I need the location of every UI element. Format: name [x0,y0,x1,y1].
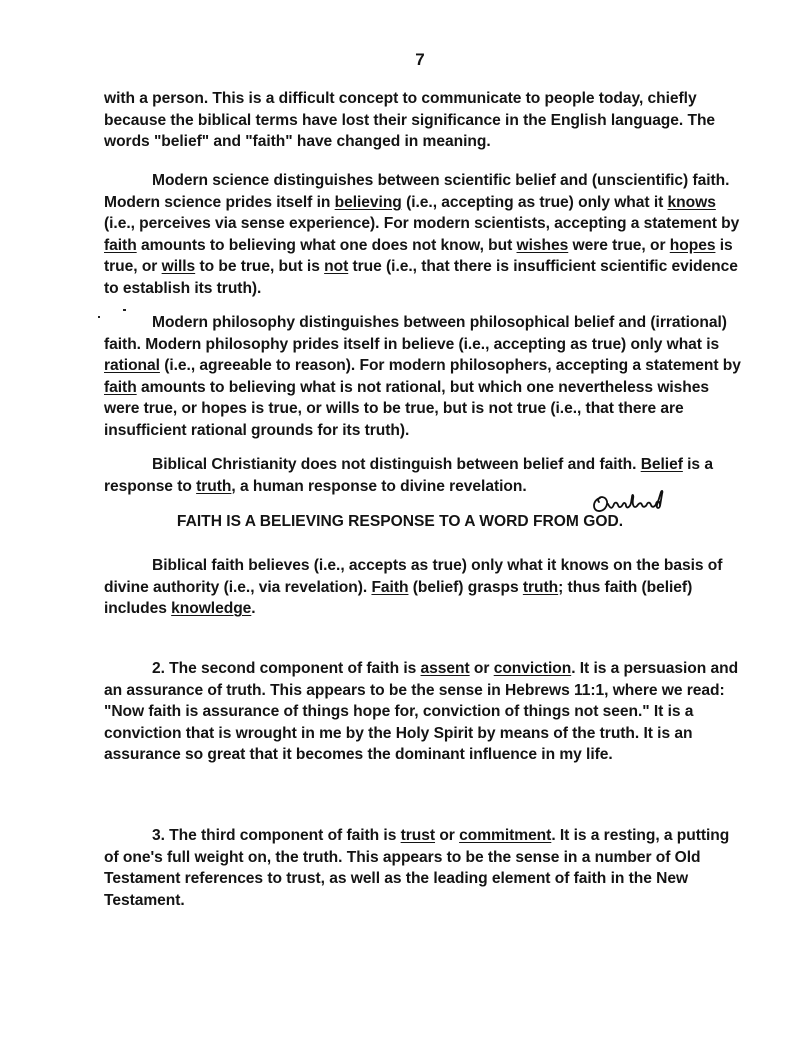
underlined-wills: wills [161,258,196,275]
paragraph-biblical-christianity: Biblical Christianity does not distinguish between belief and faith. Belief is a response to truth, a human response to divine revelation. [104,456,713,495]
underlined-rational: rational [104,357,160,374]
underlined-faith: faith [104,378,137,396]
underlined-truth: truth [522,578,559,596]
paragraph-third-component: 3. The third component of faith is trust or commitment. It is a resting, a putting of one's full weight on, the truth. This appears to be the sense in a number of Old Testament references to trust, as well as the leading element of faith in the New Testament. [104,827,730,909]
paragraph-biblical-faith: Biblical faith believes (i.e., accepts as true) only what it knows on the basis of divine authority (i.e., via revelation). Faith (belief) grasps truth; thus faith (belief) includes knowledge. [104,557,723,617]
underlined-trust: trust [400,827,436,844]
underlined-belief: Belief [640,456,683,473]
underlined-faith: Faith [371,578,409,596]
paragraph-second-component: 2. The second component of faith is assent or conviction. It is a persuasion and an assurance of truth. This appears to be the sense in Hebrews 11:1, where we read: "Now faith is assurance of things hope for, conviction of things not seen." It is a conviction that is wrought in me by the Holy Spirit by means of the truth. It is an assurance so great that it becomes the dominant influence in my life. [104,660,739,763]
handwritten-overleaf-note [590,488,670,516]
underlined-faith: faith [104,236,137,254]
underlined-conviction: conviction [493,660,572,677]
underlined-knows: knows [667,193,716,211]
underlined-commitment: commitment [459,827,552,844]
underlined-truth: truth [196,477,232,495]
underlined-not: not [324,258,349,275]
underlined-assent: assent [420,660,470,677]
page-number: 7 [415,50,425,69]
underlined-hopes: hopes [669,236,716,254]
paragraph-modern-philosophy: Modern philosophy distinguishes between philosophical belief and (irrational) faith. Modern philosophy prides itself in believe (i.e., accepting as true) only what is rational (i.e., agreeable to reason). For modern philosophers, accepting a statement by faith amounts to believing what is not rational, but which one nevertheless wishes were true, or hopes is true, or wills to be true, but is not true (i.e., that there are insufficient rational grounds for its truth). [104,314,741,439]
paragraph-intro-continuation: with a person. This is a difficult concept to communicate to people today, chiefly because the biblical terms have lost their significance in the English language. The words "belief" and "faith" have changed in meaning. [104,90,716,150]
paragraph-modern-science: Modern science distinguishes between scientific belief and (unscientific) faith. Modern science prides itself in believing (i.e., accepting as true) only what it knows (i.e., perceives via sense experience). For modern scientists, accepting a statement by faith amounts to believing what one does not know, but wishes were true, or hopes is true, or wills to be true, but is not true (i.e., that there is insufficient scientific evidence to establish its truth). [104,172,740,297]
underlined-wishes: wishes [516,236,569,254]
section-heading: FAITH IS A BELIEVING RESPONSE TO A WORD FROM GOD. [176,513,624,530]
underlined-believing: believing [334,193,402,211]
underlined-knowledge: knowledge [171,600,252,617]
